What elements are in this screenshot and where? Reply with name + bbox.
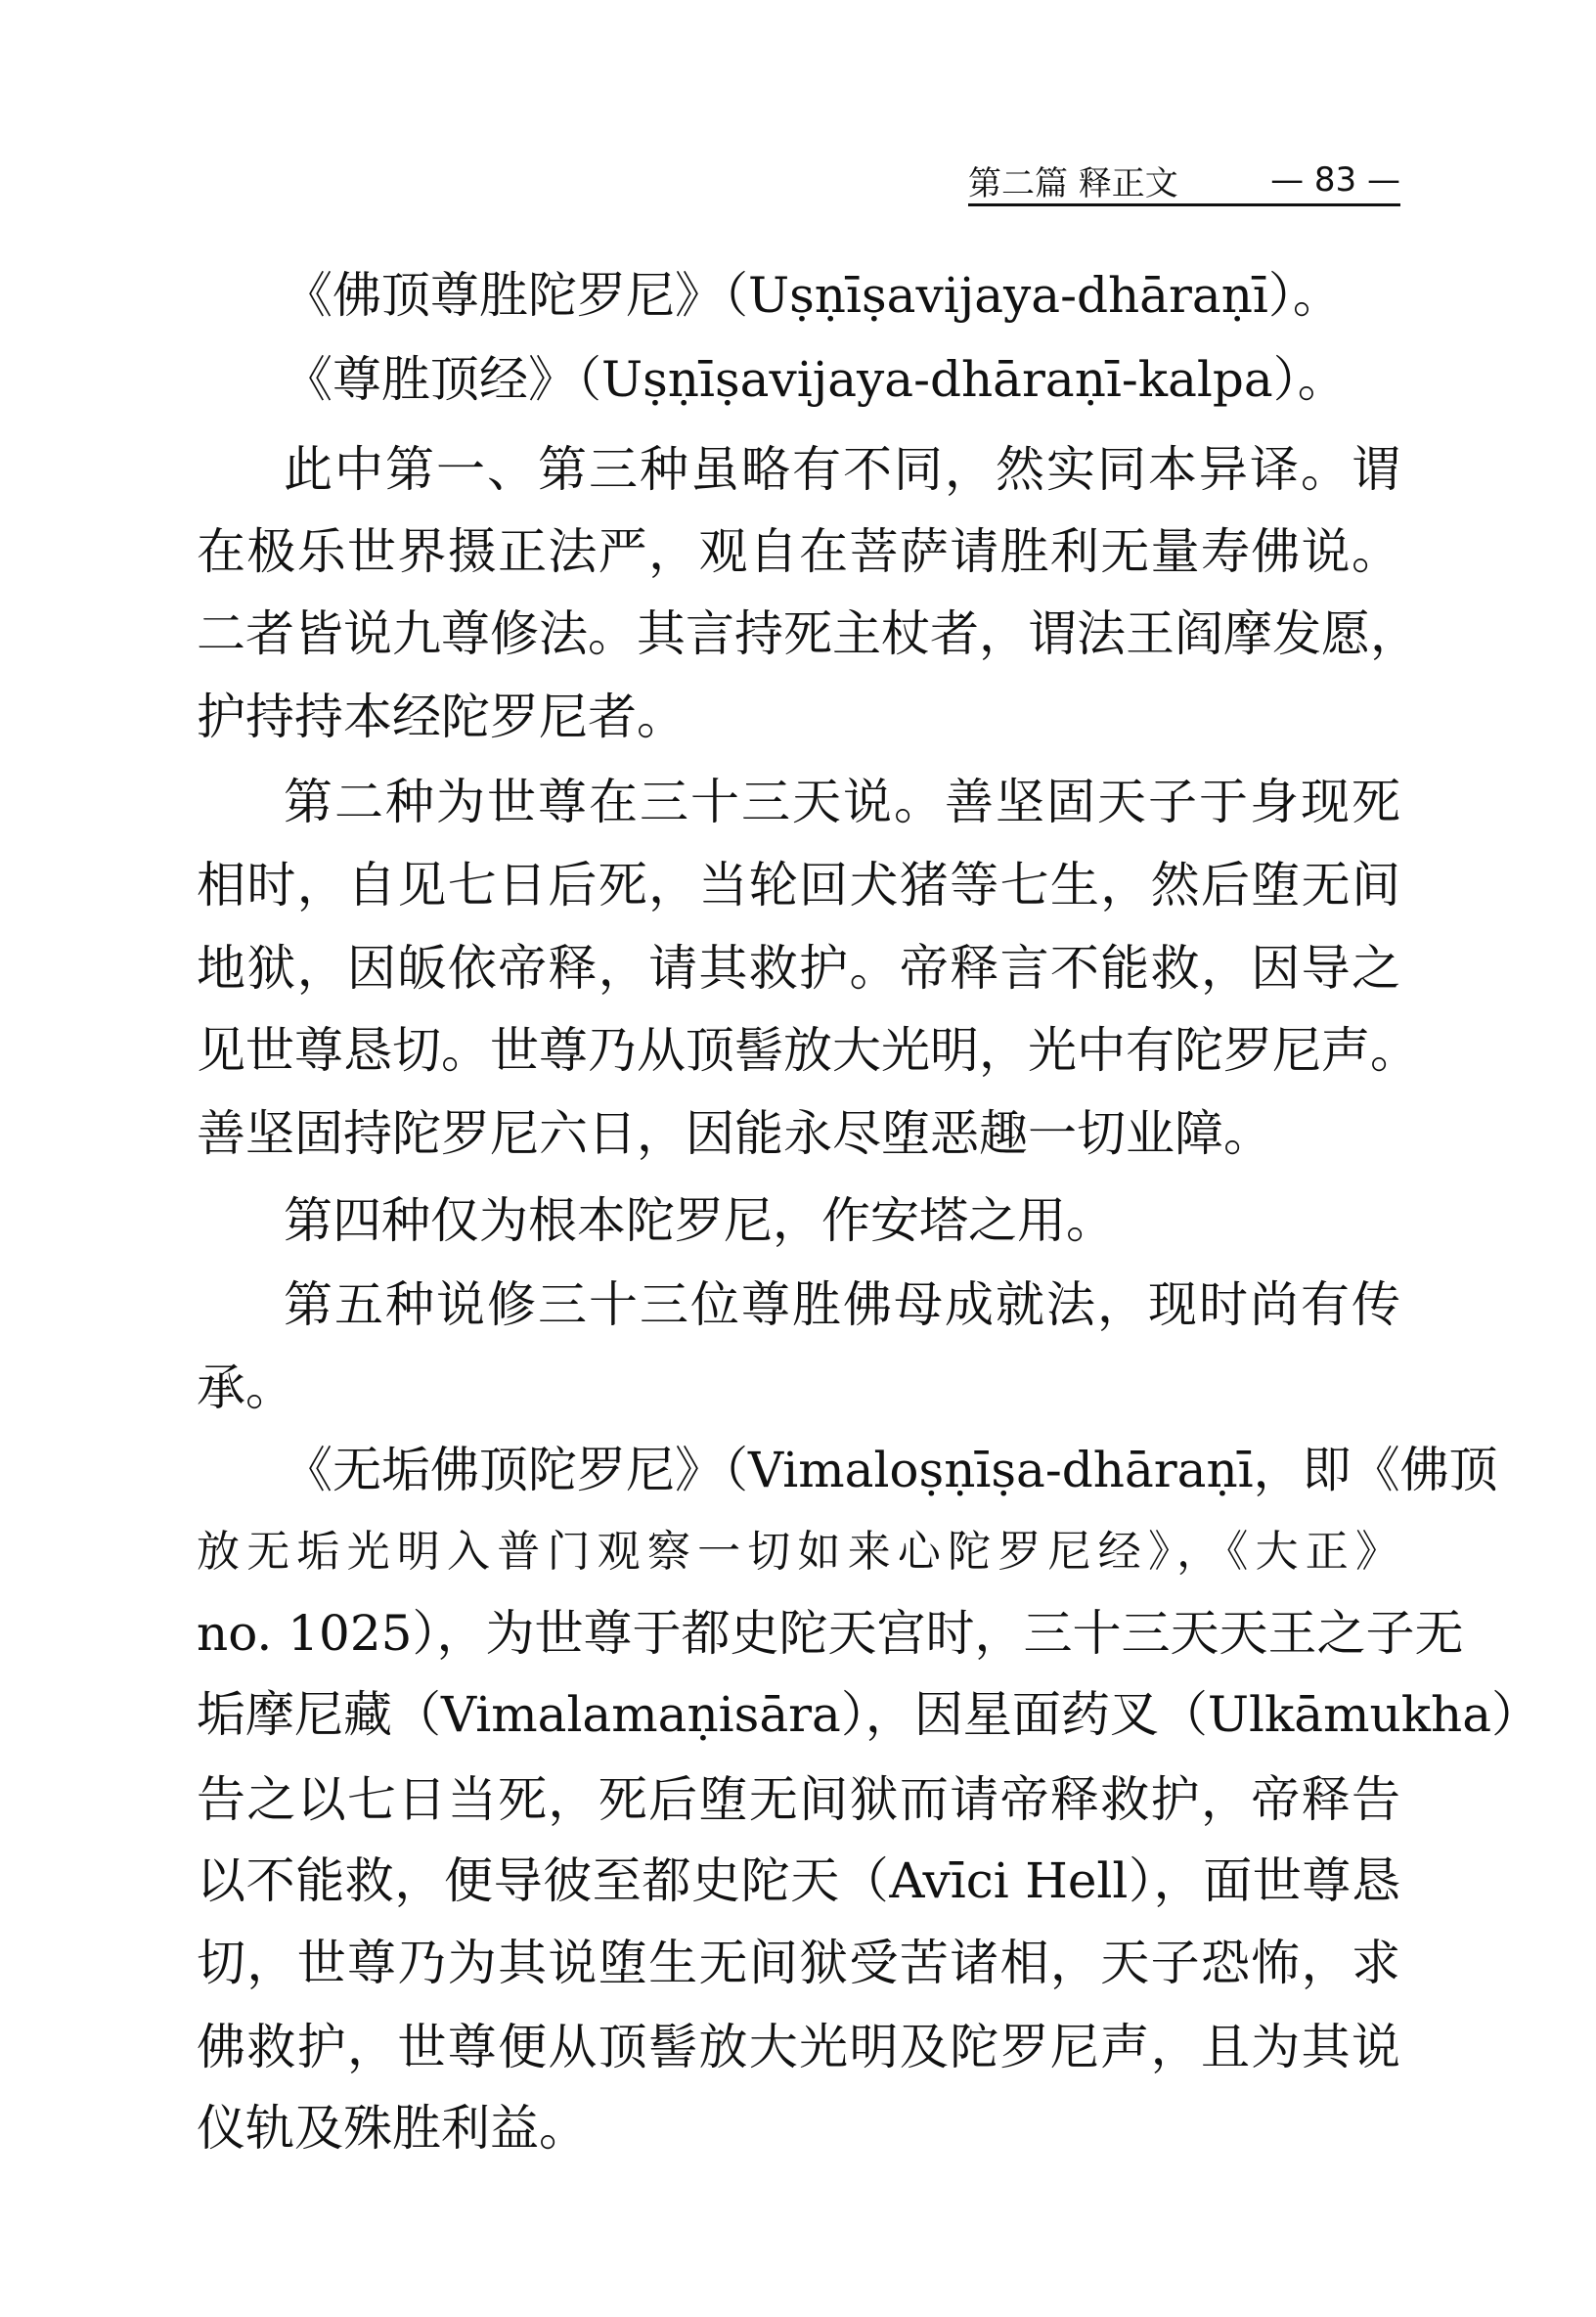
- text-line: 护持持本经陀罗尼者。: [197, 689, 686, 745]
- text-line: 仪轨及殊胜利益。: [197, 2100, 588, 2157]
- text-line: 承。: [197, 1359, 294, 1416]
- text-line: 见世尊恳切。世尊乃从顶髻放大光明，光中有陀罗尼声。: [197, 1022, 1419, 1079]
- text-line: 此中第一、第三种虽略有不同，然实同本异译。谓: [284, 441, 1400, 498]
- text-line: 告之以七日当死，死后堕无间狱而请帝释救护，帝释告: [197, 1771, 1400, 1828]
- text-line: 以不能救，便导彼至都史陀天（Avīci Hell），面世尊恳: [197, 1852, 1400, 1909]
- text-line: 相时，自见七日后死，当轮回犬猪等七生，然后堕无间: [197, 857, 1400, 913]
- text-line: 《无垢佛顶陀罗尼》（Vimaloṣṇīṣa-dhāraṇī，即《佛顶: [284, 1442, 1498, 1498]
- page-number: — 83 —: [1270, 160, 1400, 200]
- text-line: 《佛顶尊胜陀罗尼》（Uṣṇīṣavijaya-dhāraṇī）。: [284, 267, 1342, 324]
- text-line: 放无垢光明入普门观察一切如来心陀罗尼经》，《大正》: [197, 1527, 1400, 1577]
- text-line: 在极乐世界摄正法严，观自在菩萨请胜利无量寿佛说。: [197, 523, 1400, 580]
- text-line: 《尊胜顶经》（Uṣṇīṣavijaya-dhāraṇī-kalpa）。: [284, 351, 1347, 408]
- text-line: 佛救护，世尊便从顶髻放大光明及陀罗尼声，且为其说: [197, 2019, 1400, 2075]
- text-line: 第五种说修三十三位尊胜佛母成就法，现时尚有传: [284, 1276, 1400, 1333]
- text-line: 地狱，因皈依帝释，请其救护。帝释言不能救，因导之: [197, 940, 1400, 997]
- text-line: 垢摩尼藏（Vimalamaṇisāra），因星面药叉（Ulkāmukha）: [197, 1686, 1540, 1743]
- text-line: no. 1025），为世尊于都史陀天宫时，三十三天天王之子无: [197, 1605, 1464, 1662]
- text-line: 善坚固持陀罗尼六日，因能永尽堕恶趣一切业障。: [197, 1105, 1272, 1162]
- text-line: 切，世尊乃为其说堕生无间狱受苦诸相，天子恐怖，求: [197, 1935, 1400, 1991]
- text-line: 第四种仅为根本陀罗尼，作安塔之用。: [284, 1192, 1115, 1249]
- section-title: 第二篇 释正文: [968, 163, 1178, 203]
- text-line: 二者皆说九尊修法。其言持死主杖者，谓法王阎摩发愿，: [197, 605, 1419, 662]
- text-line: 第二种为世尊在三十三天说。善坚固天子于身现死: [284, 774, 1400, 830]
- running-header: [968, 156, 1400, 206]
